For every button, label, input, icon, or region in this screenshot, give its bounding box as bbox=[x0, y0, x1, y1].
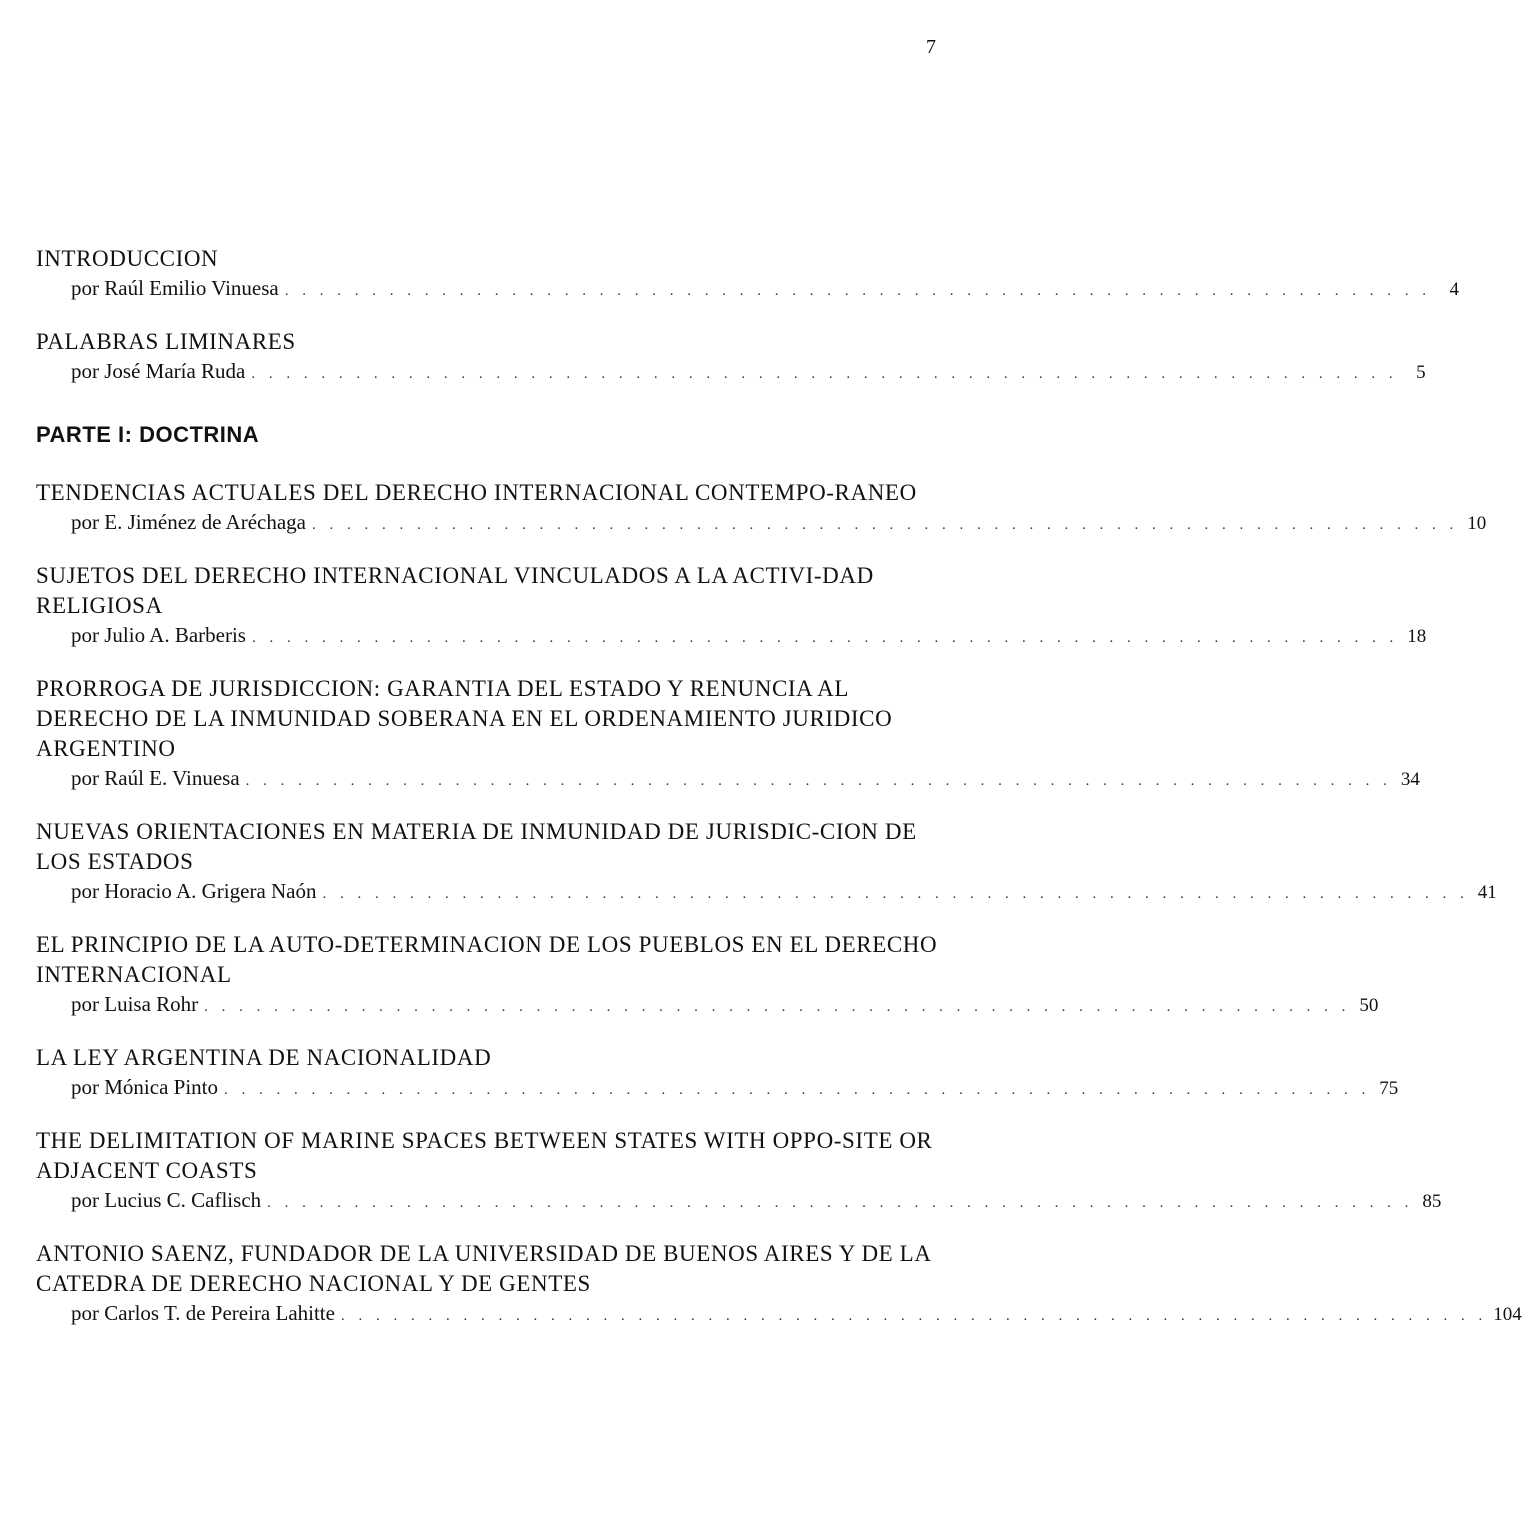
toc-entry bbox=[36, 1043, 1399, 1104]
dot-leader: . . . . . . . . . . . . . . . . . . . . . . . . . . . . . . . . . . . . . . . . . . . . . . . . . . . . . . . . . . . . . . . . . . bbox=[322, 886, 1469, 902]
dot-leader: . . . . . . . . . . . . . . . . . . . . . . . . . . . . . . . . . . . . . . . . . . . . . . . . . . . . . . . . . . . . . . . . . . bbox=[204, 999, 1351, 1015]
entry-author: por Horacio A. Grigera Naón bbox=[71, 879, 317, 903]
table-of-contents bbox=[36, 244, 1522, 1352]
entry-author: por Raúl Emilio Vinuesa bbox=[71, 276, 279, 300]
entry-author: por Carlos T. de Pereira Lahitte bbox=[71, 1301, 335, 1325]
entry-page-number: 10 bbox=[1467, 513, 1487, 534]
entry-title: SUJETOS DEL DERECHO INTERNACIONAL VINCULADOS A LA ACTIVI-DAD RELIGIOSA bbox=[36, 563, 874, 618]
entry-page-number: 85 bbox=[1422, 1191, 1442, 1212]
entry-author: por Lucius C. Caflisch bbox=[71, 1188, 262, 1212]
toc-entry-palabras-liminares bbox=[36, 327, 1426, 388]
dot-leader: . . . . . . . . . . . . . . . . . . . . . . . . . . . . . . . . . . . . . . . . . . . . . . . . . . . . . . . . . . . . . . . . . . bbox=[245, 773, 1392, 789]
entry-page-number: 4 bbox=[1449, 279, 1459, 300]
entry-title: THE DELIMITATION OF MARINE SPACES BETWEEN STATES WITH OPPO-SITE OR ADJACENT COASTS bbox=[36, 1128, 933, 1183]
dot-leader: . . . . . . . . . . . . . . . . . . . . . . . . . . . . . . . . . . . . . . . . . . . . . . . . . . . . . . . . . . . . . . . . . . bbox=[267, 1195, 1414, 1211]
part-heading: PARTE I: DOCTRINA bbox=[36, 422, 260, 447]
dot-leader: . . . . . . . . . . . . . . . . . . . . . . . . . . . . . . . . . . . . . . . . . . . . . . . . . . . . . . . . . . . . . . . . . . bbox=[251, 630, 1399, 646]
toc-entry-introduccion bbox=[36, 244, 1459, 305]
entry-line bbox=[71, 1299, 1522, 1330]
entry-title: INTRODUCCION bbox=[36, 246, 219, 271]
toc-entry bbox=[36, 1126, 1442, 1217]
entry-page-number: 34 bbox=[1400, 769, 1420, 790]
toc-entry bbox=[36, 478, 1487, 539]
entry-line bbox=[71, 357, 1426, 388]
entry-page-number: 41 bbox=[1477, 882, 1497, 903]
dot-leader: . . . . . . . . . . . . . . . . . . . . . . . . . . . . . . . . . . . . . . . . . . . . . . . . . . . . . . . . . . . . . . . . . . bbox=[284, 283, 1431, 299]
dot-leader: . . . . . . . . . . . . . . . . . . . . . . . . . . . . . . . . . . . . . . . . . . . . . . . . . . . . . . . . . . . . . . . . . . bbox=[340, 1308, 1488, 1324]
entry-title: NUEVAS ORIENTACIONES EN MATERIA DE INMUNIDAD DE JURISDIC-CION DE LOS ESTADOS bbox=[36, 819, 917, 874]
toc-entry bbox=[36, 930, 1379, 1021]
toc-entry bbox=[36, 561, 1427, 652]
entry-line bbox=[71, 877, 1497, 908]
entry-author: por Luisa Rohr bbox=[71, 992, 199, 1016]
entry-author: por José María Ruda bbox=[71, 359, 246, 383]
entry-page-number: 5 bbox=[1416, 362, 1426, 383]
dot-leader: . . . . . . . . . . . . . . . . . . . . . . . . . . . . . . . . . . . . . . . . . . . . . . . . . . . . . . . . . . . . . . . . . . bbox=[251, 366, 1398, 382]
entry-line bbox=[71, 621, 1427, 652]
entry-title: PALABRAS LIMINARES bbox=[36, 329, 296, 354]
entry-line bbox=[71, 1186, 1442, 1217]
entry-page-number: 18 bbox=[1407, 626, 1427, 647]
entry-title: PRORROGA DE JURISDICCION: GARANTIA DEL ESTADO Y RENUNCIA AL DERECHO DE LA INMUNIDAD SOBERANA EN EL ORDENAMIENTO JURIDICO ARGENTINO bbox=[36, 676, 893, 761]
entry-title: LA LEY ARGENTINA DE NACIONALIDAD bbox=[36, 1045, 492, 1070]
toc-entry bbox=[36, 674, 1420, 795]
entry-line bbox=[71, 764, 1420, 795]
page-number: 7 bbox=[926, 36, 936, 58]
entry-author: por Julio A. Barberis bbox=[71, 623, 246, 647]
entry-line bbox=[71, 1073, 1399, 1104]
entry-line bbox=[71, 274, 1459, 305]
entry-author: por E. Jiménez de Aréchaga bbox=[71, 510, 306, 534]
dot-leader: . . . . . . . . . . . . . . . . . . . . . . . . . . . . . . . . . . . . . . . . . . . . . . . . . . . . . . . . . . . . . . . . . . bbox=[311, 517, 1459, 533]
entry-page-number: 104 bbox=[1493, 1304, 1522, 1325]
entry-page-number: 75 bbox=[1379, 1078, 1399, 1099]
entry-author: por Mónica Pinto bbox=[71, 1075, 218, 1099]
entry-title: TENDENCIAS ACTUALES DEL DERECHO INTERNACIONAL CONTEMPO-RANEO bbox=[36, 480, 917, 505]
toc-entry bbox=[36, 1239, 1522, 1330]
dot-leader: . . . . . . . . . . . . . . . . . . . . . . . . . . . . . . . . . . . . . . . . . . . . . . . . . . . . . . . . . . . . . . . . . . bbox=[224, 1082, 1371, 1098]
entry-title: EL PRINCIPIO DE LA AUTO-DETERMINACION DE LOS PUEBLOS EN EL DERECHO INTERNACIONAL bbox=[36, 932, 938, 987]
entry-title: ANTONIO SAENZ, FUNDADOR DE LA UNIVERSIDAD DE BUENOS AIRES Y DE LA CATEDRA DE DERECHO NACIONAL Y DE GENTES bbox=[36, 1241, 931, 1296]
toc-entry bbox=[36, 817, 1497, 908]
entry-line bbox=[71, 990, 1379, 1021]
entry-line bbox=[71, 508, 1487, 539]
entry-author: por Raúl E. Vinuesa bbox=[71, 766, 240, 790]
entry-page-number: 50 bbox=[1359, 995, 1379, 1016]
